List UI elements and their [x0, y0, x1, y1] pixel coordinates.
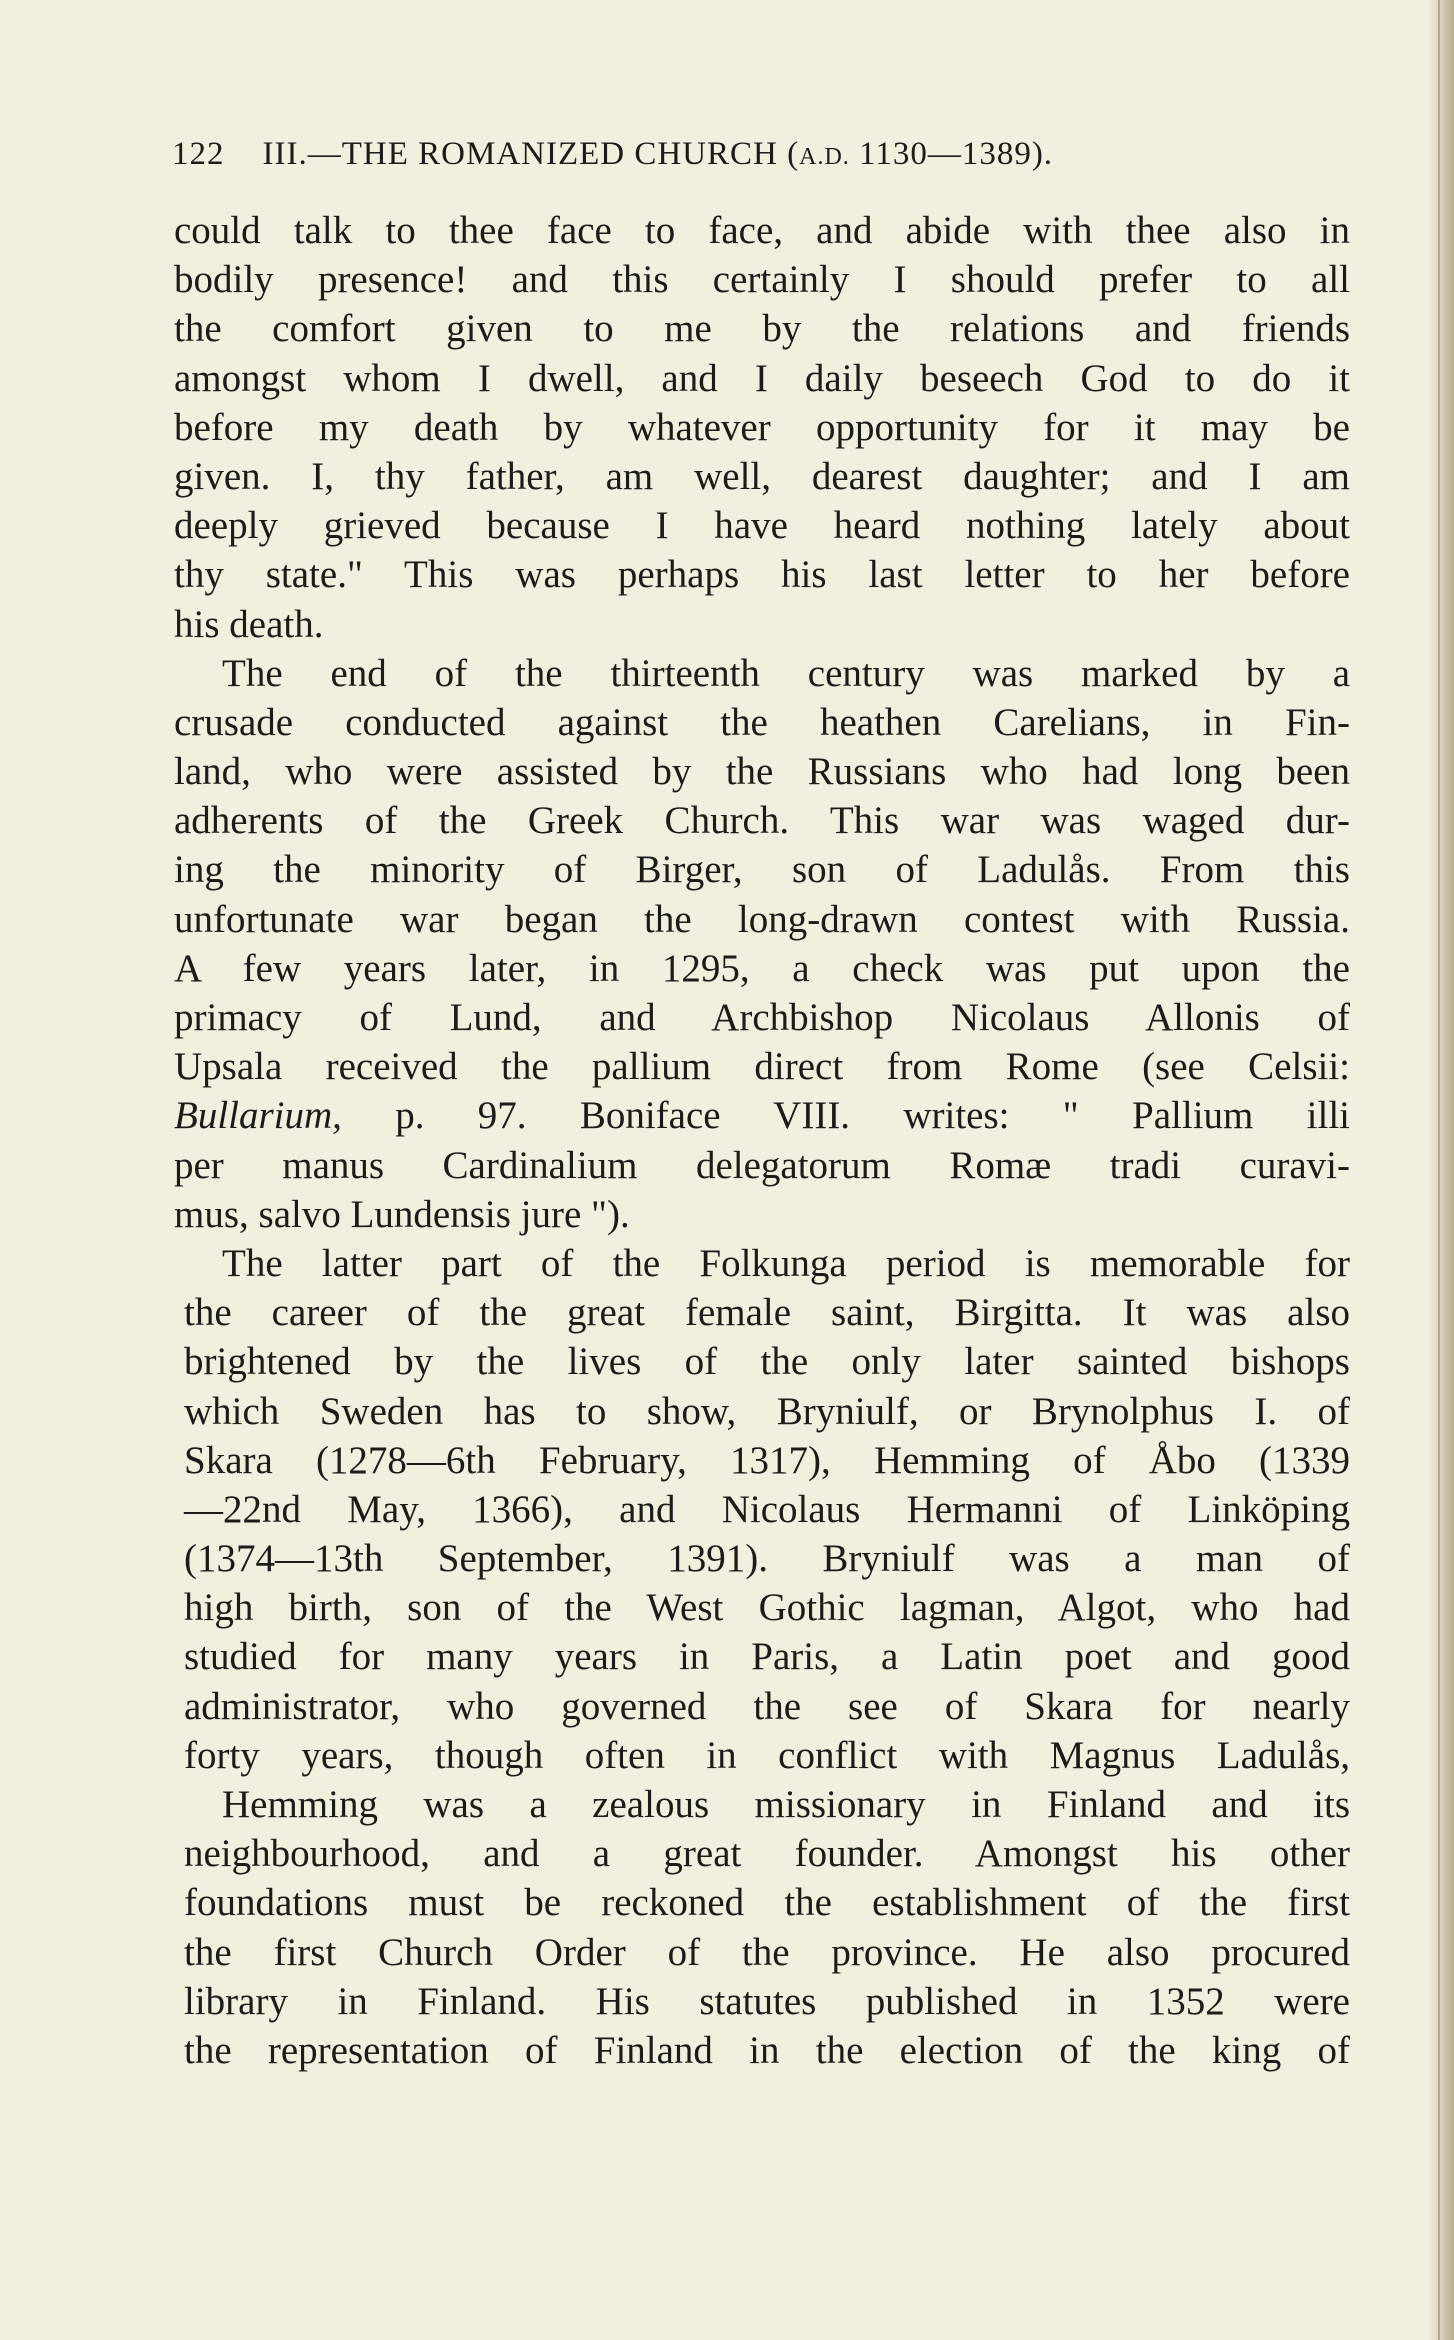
body-text — [174, 206, 1350, 2075]
text-line: A few years later, in 1295, a check was put upon the — [174, 946, 1350, 990]
text-line-rest: p. 97. Boniface VIII. writes: " Pallium illi — [341, 1094, 1350, 1138]
text-line: neighbourhood, and a great founder. Amongst his other — [184, 1832, 1350, 1876]
text-line: (1374—13th September, 1391). Bryniulf was a man of — [184, 1537, 1350, 1581]
text-line: Upsala received the pallium direct from Rome (see Celsii: — [174, 1045, 1350, 1089]
text-line: per manus Cardinalium delegatorum Romæ tradi curavi- — [174, 1143, 1350, 1187]
text-line: adherents of the Greek Church. This war was waged dur- — [174, 799, 1350, 843]
text-line: —22nd May, 1366), and Nicolaus Hermanni of Linköping — [184, 1487, 1350, 1531]
text-line: brightened by the lives of the only later sainted bishops — [184, 1340, 1350, 1384]
text-line: the career of the great female saint, Birgitta. It was also — [184, 1291, 1350, 1335]
text-line: forty years, though often in conflict with Magnus Ladulås, — [184, 1733, 1350, 1777]
text-line: unfortunate war began the long-drawn contest with Russia. — [174, 897, 1350, 941]
text-line: library in Finland. His statutes published in 1352 were — [184, 1979, 1350, 2023]
text-line: deeply grieved because I have heard nothing lately about — [174, 504, 1350, 548]
running-title: III.—THE ROMANIZED CHURCH ( — [262, 136, 800, 172]
text-line: administrator, who governed the see of Skara for nearly — [184, 1684, 1350, 1728]
date-range: 1130—1389). — [849, 136, 1054, 172]
text-line: which Sweden has to show, Bryniulf, or Brynolphus I. of — [184, 1389, 1350, 1433]
paragraph-start-line: The end of the thirteenth century was marked by a — [222, 651, 1350, 695]
text-line: bodily presence! and this certainly I should prefer to all — [174, 258, 1350, 302]
text-line: high birth, son of the West Gothic lagman, Algot, who had — [184, 1586, 1350, 1630]
page-number: 122 — [172, 136, 225, 172]
text-line: before my death by whatever opportunity for it may be — [174, 405, 1350, 449]
text-line: mus, salvo Lundensis jure "). — [174, 1192, 630, 1236]
text-line: the first Church Order of the province. He also procured — [184, 1930, 1350, 1974]
text-line: studied for many years in Paris, a Latin poet and good — [184, 1635, 1350, 1679]
paragraph-start-line: The latter part of the Folkunga period is memorable for — [222, 1241, 1350, 1285]
text-line: given. I, thy father, am well, dearest daughter; and I am — [174, 454, 1350, 498]
text-line: his death. — [174, 602, 324, 646]
text-line: primacy of Lund, and Archbishop Nicolaus Allonis of — [174, 996, 1350, 1039]
text-line: the comfort given to me by the relations and friends — [174, 307, 1350, 351]
running-header — [172, 136, 1352, 173]
text-line: amongst whom I dwell, and I daily beseech God to do it — [174, 356, 1350, 400]
text-line: could talk to thee face to face, and abide with thee also in — [174, 209, 1350, 252]
text-line: ing the minority of Birger, son of Ladulås. From this — [174, 848, 1350, 892]
text-line-with-italic — [174, 1091, 1350, 1140]
paragraph-start-line: Hemming was a zealous missionary in Finland and its — [222, 1783, 1350, 1826]
page-edge — [1428, 0, 1454, 2340]
text-line: the representation of Finland in the election of the king of — [184, 2028, 1350, 2072]
text-line: thy state." This was perhaps his last letter to her before — [174, 553, 1350, 597]
italic-title: Bullarium, — [174, 1094, 342, 1138]
text-line: Skara (1278—6th February, 1317), Hemming of Åbo (1339 — [184, 1438, 1350, 1482]
ad-abbreviation: A.D. — [799, 144, 850, 170]
text-line: land, who were assisted by the Russians who had long been — [174, 750, 1350, 794]
text-line: crusade conducted against the heathen Carelians, in Fin- — [174, 700, 1350, 744]
page-edge-line — [1438, 0, 1440, 2340]
text-line: foundations must be reckoned the establishment of the first — [184, 1881, 1350, 1925]
